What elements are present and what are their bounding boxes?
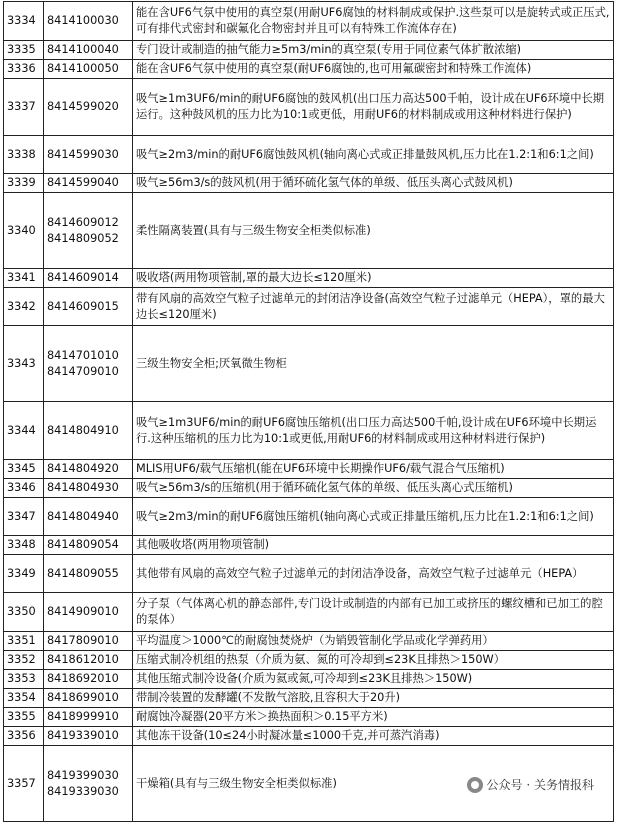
hs-code-cell [44,498,133,536]
table-row [4,174,614,193]
row-number: 3354 [4,689,44,708]
table-row [4,269,614,288]
hs-code: 8419339030 [47,784,119,798]
description-cell: 其他冻干设备(10≤24小时凝冰量≤1000千克,并可蒸汽消毒) [133,727,614,746]
table-row [4,402,614,460]
hs-code: 8414804940 [47,509,119,523]
hs-code: 8414809052 [47,231,119,245]
table-row [4,593,614,632]
row-number: 3355 [4,708,44,727]
row-number: 3351 [4,632,44,651]
row-number: 3334 [4,2,44,41]
hs-code: 8414599020 [47,100,119,113]
row-number: 3348 [4,536,44,555]
row-number: 3350 [4,593,44,632]
hs-code: 8414804920 [47,462,119,475]
description-cell: 能在含UF6气氛中使用的真空泵(耐UF6腐蚀的,也可用氟碳密封和特殊工作流体) [133,60,614,79]
table-row [4,727,614,746]
description-cell: 吸气≥2m3/min的耐UF6腐蚀压缩机(轴向离心式或正排量压缩机,压力比在1.2:1和6:1之间) [133,498,614,536]
table-row [4,479,614,498]
row-number: 3356 [4,727,44,746]
hs-code: 8414809054 [47,538,119,551]
hs-code-cell [44,536,133,555]
hs-code: 8414701010 [47,348,119,362]
row-number: 3352 [4,651,44,670]
row-number: 3340 [4,193,44,269]
description-cell: 其他吸收塔(两用物项管制) [133,536,614,555]
hs-code: 8414100030 [47,14,119,27]
description-cell: 吸收塔(两用物项管制,罩的最大边长≤120厘米) [133,269,614,288]
hs-code-cell [44,555,133,593]
row-number: 3357 [4,746,44,822]
hs-code: 8417809010 [47,634,119,647]
hs-code: 8414909010 [47,605,119,618]
hs-code-cell [44,651,133,670]
table-row [4,651,614,670]
table-row [4,689,614,708]
description-cell: 压缩式制冷机组的热泵（介质为氨、氮的可冷却到≤23K且排热＞150W） [133,651,614,670]
watermark-text: 公众号 · 关务情报科 [486,778,594,792]
table-row [4,136,614,174]
description-cell: 带制冷装置的发酵罐(不发散气溶胶,且容积大于20升) [133,689,614,708]
hs-code: 8414599030 [47,147,119,161]
row-number: 3341 [4,269,44,288]
hs-code: 8418612010 [47,653,119,666]
hs-code-cell [44,79,133,136]
hs-code: 8419339010 [47,729,119,742]
hs-code-cell [44,193,133,269]
table-row [4,555,614,593]
hs-code-cell [44,288,133,326]
hs-code: 8418699010 [47,691,119,704]
hs-code-cell [44,632,133,651]
row-number: 3349 [4,555,44,593]
hs-code: 8414804930 [47,481,119,494]
hs-code: 8418692010 [47,672,119,685]
hs-code-cell [44,402,133,460]
table-row [4,708,614,727]
hs-code-cell [44,136,133,174]
hs-code-cell [44,326,133,402]
hs-code-cell [44,41,133,60]
description-cell: 吸气≥2m3/min的耐UF6腐蚀鼓风机(轴向离心式或正排量鼓风机,压力比在1.2:1和6:1之间) [133,136,614,174]
hs-code-cell [44,460,133,479]
hs-code-cell [44,2,133,41]
row-number: 3336 [4,60,44,79]
description-cell: 分子泵（气体离心机的静态部件,专门设计或制造的内部有已加工或挤压的螺纹槽和已加工的腔的泵体） [133,593,614,632]
hs-code-cell [44,746,133,822]
watermark [467,776,594,793]
description-cell: 吸气≥1m3UF6/min的耐UF6腐蚀压缩机(出口压力高达500千帕,设计成在UF6环境中长期运行.这种压缩机的压力比为10:1或更低,用耐UF6的材料制成或用这种材料进行保护) [133,402,614,460]
row-number: 3339 [4,174,44,193]
description-cell: 吸气≥1m3UF6/min的耐UF6腐蚀的鼓风机(出口压力高达500千帕，设计成在UF6环境中长期运行。这种鼓风机的压力比为10:1或更低，用耐UF6的材料制成或用这种材料进行保护) [133,79,614,136]
hs-code: 8414709010 [47,364,119,378]
description-cell: 其他压缩式制冷设备(介质为氦或氮,可冷却到≤23K且排热＞150W) [133,670,614,689]
description-cell: 带有风扇的高效空气粒子过滤单元的封闭洁净设备(高效空气粒子过滤单元（HEPA），罩的最大边长≤120厘米) [133,288,614,326]
description-cell: 三级生物安全柜;厌氧微生物柜 [133,326,614,402]
hs-code: 8414609015 [47,299,119,313]
hs-code-cell [44,593,133,632]
description-cell: 能在含UF6气氛中使用的真空泵(用耐UF6腐蚀的材料制成或保护.这些泵可以是旋转式或正压式,可有排代式密封和碳氟化合物密封并且可以有特殊工作流体存在) [133,2,614,41]
hs-code: 8414100050 [47,62,119,75]
description-cell: 耐腐蚀冷凝器(20平方米＞换热面积＞0.15平方米) [133,708,614,727]
table-row [4,326,614,402]
hs-code: 8414599040 [47,176,119,189]
description-cell: 吸气≥56m3/s的压缩机(用于循环硫化氢气体的单级、低压头离心式压缩机) [133,479,614,498]
hs-code-cell [44,727,133,746]
wechat-icon [467,777,483,793]
description-cell: 柔性隔离装置(具有与三级生物安全柜类似标准) [133,193,614,269]
table-row [4,632,614,651]
table-row [4,60,614,79]
description-cell: 吸气≥56m3/s的鼓风机(用于循环硫化氢气体的单级、低压头离心式鼓风机) [133,174,614,193]
row-number: 3337 [4,79,44,136]
table-row [4,536,614,555]
description-cell: MLIS用UF6/载气压缩机(能在UF6环境中长期操作UF6/载气混合气压缩机) [133,460,614,479]
row-number: 3343 [4,326,44,402]
row-number: 3353 [4,670,44,689]
hs-code: 8414609014 [47,271,119,284]
description-cell: 干燥箱(具有与三级生物安全柜类似标准) [133,746,614,822]
table-row [4,79,614,136]
row-number: 3346 [4,479,44,498]
hs-code: 8419399030 [47,768,119,782]
hs-code: 8414809055 [47,566,119,580]
hs-code-cell [44,60,133,79]
hs-code-table [3,1,614,822]
hs-code-cell [44,689,133,708]
hs-code-cell [44,670,133,689]
hs-code: 8414100040 [47,43,119,56]
description-cell: 平均温度＞1000℃的耐腐蚀焚烧炉（为销毁管制化学品或化学弹药用） [133,632,614,651]
hs-code-cell [44,269,133,288]
description-cell: 其他带有风扇的高效空气粒子过滤单元的封闭洁净设备，高效空气粒子过滤单元（HEPA） [133,555,614,593]
table-row [4,460,614,479]
hs-code: 8414804910 [47,423,119,437]
table-row [4,498,614,536]
row-number: 3347 [4,498,44,536]
table-row [4,670,614,689]
row-number: 3342 [4,288,44,326]
description-cell: 专门设计或制造的抽气能力≥5m3/min的真空泵(专用于同位素气体扩散浓缩) [133,41,614,60]
hs-code: 8418999910 [47,710,119,723]
table-row [4,41,614,60]
row-number: 3344 [4,402,44,460]
row-number: 3345 [4,460,44,479]
hs-code-cell [44,708,133,727]
table-row [4,193,614,269]
table-row [4,2,614,41]
table-row [4,288,614,326]
row-number: 3338 [4,136,44,174]
hs-code-cell [44,479,133,498]
hs-code-cell [44,174,133,193]
row-number: 3335 [4,41,44,60]
hs-code: 8414609012 [47,215,119,229]
